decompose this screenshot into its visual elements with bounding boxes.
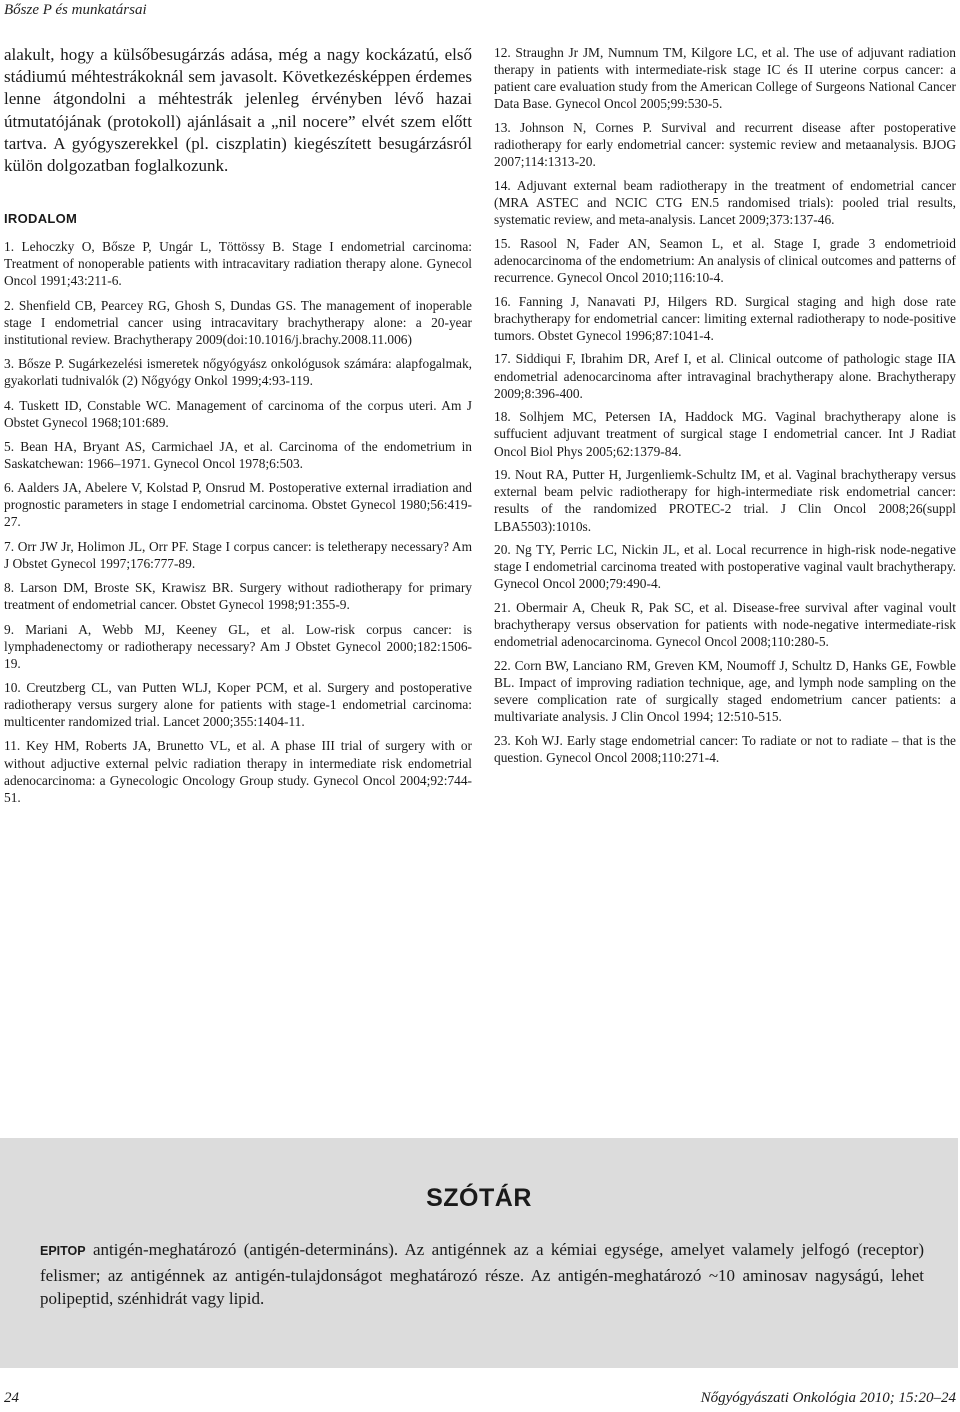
reference-item: 16. Fanning J, Nanavati PJ, Hilgers RD. Surgical staging and high dose rate brachytherapy for endometrial cancer: limiting external radiotherapy to node-positive tumors. Obstet Gynecol 1996;87:1041-4.: [494, 293, 956, 343]
reference-item: 23. Koh WJ. Early stage endometrial cancer: To radiate or not to radiate – that is the question. Gynecol Oncol 2008;110:271-4.: [494, 732, 956, 765]
dictionary-definition: antigén-meghatározó (antigén-determináns). Az antigénnek az a kémiai egysége, amelyet valamely jelfogó (receptor) felismer; az antigénnek az antigén-tulajdonságot meghatározó része. Az antigén-meghatározó ~10 aminosav nagyságú, lehet polipeptid, szénhidrát vagy lipid.: [40, 1240, 924, 1308]
reference-item: 14. Adjuvant external beam radiotherapy in the treatment of endometrial cancer (MRA ASTEC and NCIC CTG EN.5 randomised trials): pooled trial results, systematic review, and meta-analysis. Lancet 2009;373:137-46.: [494, 177, 956, 228]
reference-item: 10. Creutzberg CL, van Putten WLJ, Koper PCM, et al. Surgery and postoperative radiotherapy versus surgery alone for patients with stage-1 endometrial carcinoma: multicenter randomized trial. Lancet 2000;355:1404-11.: [4, 679, 472, 730]
left-column: [4, 44, 472, 813]
reference-item: 6. Aalders JA, Abelere V, Kolstad P, Onsrud M. Postoperative external irradiation and prognostic parameters in stage I endometrial carcinoma. Obstet Gynecol 1980;56:419-27.: [4, 480, 472, 530]
running-head: Bősze P és munkatársai: [4, 2, 147, 18]
reference-item: 8. Larson DM, Broste SK, Krawisz BR. Surgery without radiotherapy for primary treatment of endometrial cancer. Obstet Gynecol 1998;91:355-9.: [4, 580, 472, 613]
dictionary-box: [0, 1138, 958, 1368]
reference-item: 13. Johnson N, Cornes P. Survival and recurrent disease after postoperative radiotherapy for early endometrial cancer: systemic review and metaanalysis. BJOG 2007;114:1313-20.: [494, 119, 956, 170]
references-heading: IRODALOM: [4, 211, 78, 227]
journal-citation: Nőgyógyászati Onkológia 2010; 15:20–24: [700, 1390, 956, 1406]
dictionary-term: EPITOP: [40, 1244, 86, 1258]
reference-item: 7. Orr JW Jr, Holimon JL, Orr PF. Stage I corpus cancer: is teletherapy necessary? Am J Obstet Gynecol 1997;176:777-89.: [4, 538, 472, 571]
reference-item: 22. Corn BW, Lanciano RM, Greven KM, Noumoff J, Schultz D, Hanks GE, Fowble BL. Impact of improving radiation technique, age, and lymph node sampling on the severe complication rate of surgically staged endometrium cancer patients: a multivariate analysis. J Clin Oncol 1994; 12:510-515.: [494, 657, 956, 725]
reference-item: 3. Bősze P. Sugárkezelési ismeretek nőgyógyász onkológusok számára: alapfogalmak, gyakorlati tudnivalók (2) Nőgyógy Onkol 1999;4:93-119.: [4, 356, 472, 389]
reference-item: 11. Key HM, Roberts JA, Brunetto VL, et al. A phase III trial of surgery with or without adjuctive external pelvic radiation therapy in intermediate risk endometrial adenocarcinoma: a Gynecologic Oncology Group study. Gynecol Oncol 2004;92:744-51.: [4, 738, 472, 805]
dictionary-title: SZÓTÁR: [426, 1184, 532, 1212]
reference-item: 17. Siddiqui F, Ibrahim DR, Aref I, et al. Clinical outcome of pathologic stage IIA endometrial adenocarcinoma after intravaginal brachytherapy alone. Brachytherapy 2009;8:396-400.: [494, 351, 956, 401]
reference-list-right: [494, 44, 956, 766]
reference-list-left: [4, 238, 472, 806]
reference-item: 1. Lehoczky O, Bősze P, Ungár L, Töttössy B. Stage I endometrial carcinoma: Treatment of nonoperable patients with intracavitary radiation therapy alone. Gynecol Oncol 1991;43:211-6.: [4, 239, 472, 289]
dictionary-entry: [40, 1238, 924, 1311]
reference-item: 15. Rasool N, Fader AN, Seamon L, et al. Stage I, grade 3 endometrioid adenocarcinoma of the endometrium: An analysis of clinical outcomes and patterns of recurrence. Gynecol Oncol 2010;116:10-4.: [494, 235, 956, 285]
reference-item: 12. Straughn Jr JM, Numnum TM, Kilgore LC, et al. The use of adjuvant radiation therapy in patients with intermediate-risk stage IC és II uterine corpus cancer: a patient care evaluation study from the American College of Surgeons National Cancer Data Base. Gynecol Oncol 2005;99:530-5.: [494, 45, 956, 112]
reference-item: 19. Nout RA, Putter H, Jurgenliemk-Schultz IM, et al. Vaginal brachytherapy versus external beam pelvic radiotherapy for high-intermediate risk endometrial cancer: results of the randomized PROTEC-2 trial. J Clin Oncol 2008;26(suppl LBA5503):1010s.: [494, 467, 956, 534]
reference-item: 9. Mariani A, Webb MJ, Keeney GL, et al. Low-risk corpus cancer: is lymphadenectomy or radiotherapy necessary? Am J Obstet Gynecol 2000;182:1506-19.: [4, 621, 472, 671]
reference-item: 18. Solhjem MC, Petersen IA, Haddock MG. Vaginal brachytherapy alone is suffucient adjuvant treatment of surgical stage I endometrial cancer. Int J Radiat Oncol Biol Phys 2005;62:1379-84.: [494, 409, 956, 459]
reference-item: 2. Shenfield CB, Pearcey RG, Ghosh S, Dundas GS. The management of inoperable stage I endometrial cancer using intracavitary brachytherapy alone: a 20-year institutional review. Brachytherapy 2009(doi:10.1016/j.brachy.2008.11.006): [4, 297, 472, 347]
intro-paragraph: alakult, hogy a külsőbesugárzás adása, még a nagy kockázatú, első stádiumú méhtestrákoknál sem javasolt. Következésképpen érdemes lenne átgondolni a méhtestrák jelenleg érvényben lévő hazai útmutatójának (protokoll) ajánlásait a „nil nocere” elvét szem előtt tartva. A gyógyszerekkel (pl. ciszplatin) kiegészített besugárzásról külön dolgozatban foglalkozunk.: [4, 45, 472, 176]
reference-item: 20. Ng TY, Perric LC, Nickin JL, et al. Local recurrence in high-risk node-negative stage I endometrial carcinoma treated with postoperative vaginal vault brachytherapy. Gynecol Oncol 2000;79:490-4.: [494, 542, 956, 592]
reference-item: 21. Obermair A, Cheuk R, Pak SC, et al. Disease-free survival after vaginal voult brachytherapy versus observation for patients with node-negative intermediate-risk endometrial adenocarcinoma. Gynecol Oncol 2008;110:280-5.: [494, 600, 956, 650]
reference-item: 5. Bean HA, Bryant AS, Carmichael JA, et al. Carcinoma of the endometrium in Saskatchewan: 1966–1971. Gynecol Oncol 1978;6:503.: [4, 438, 472, 471]
reference-item: 4. Tuskett ID, Constable WC. Management of carcinoma of the corpus uteri. Am J Obstet Gynecol 1968;101:689.: [4, 397, 472, 430]
page-number: 24: [4, 1390, 19, 1406]
right-column: [494, 44, 956, 773]
